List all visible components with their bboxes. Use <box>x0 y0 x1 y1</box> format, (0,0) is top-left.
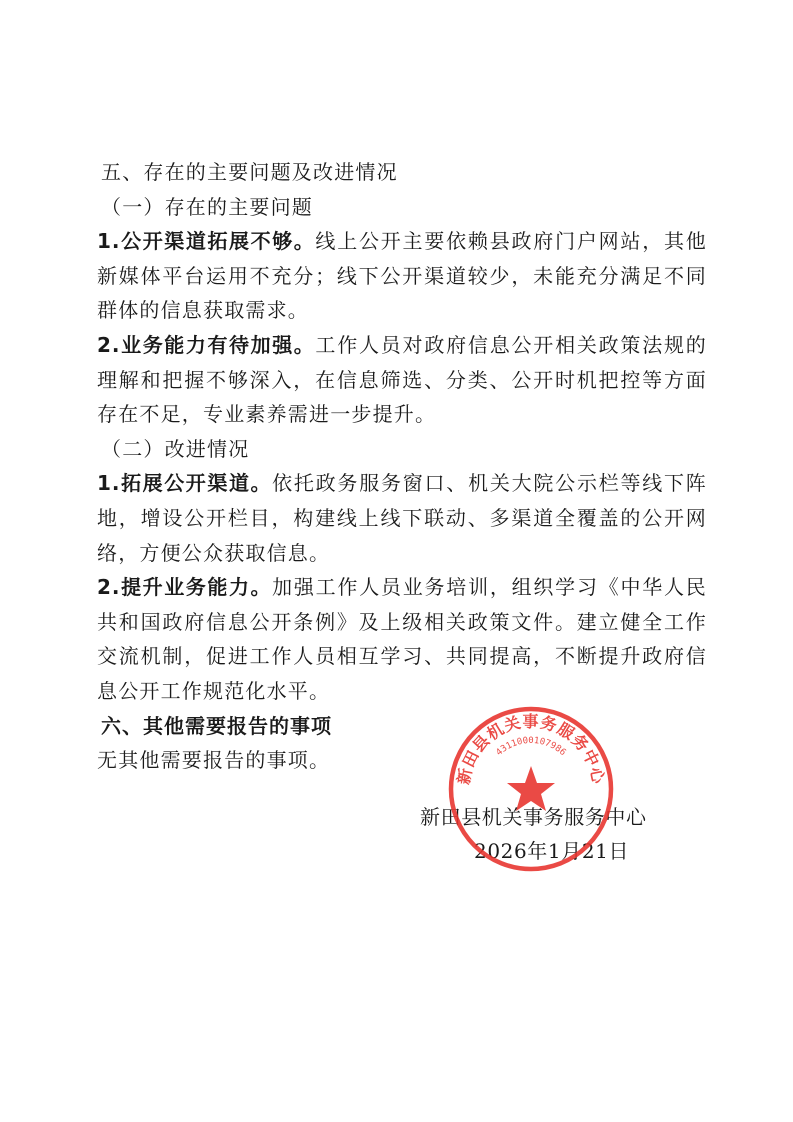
section-six-text: 无其他需要报告的事项。 <box>97 748 331 773</box>
paragraph-ability-issue-lead: 2.业务能力有待加强。 <box>97 332 316 357</box>
paragraph-ability-improve <box>97 570 707 708</box>
seal-star-icon <box>507 766 555 811</box>
subsection-one-heading: （一）存在的主要问题 <box>101 194 313 219</box>
paragraph-channel-issue <box>97 224 707 328</box>
svg-text:4311000107986 <box>494 736 567 758</box>
document-body <box>97 155 707 778</box>
paragraph-ability-improve-text: 加强工作人员业务培训，组织学习《中华人民共和国政府信息公开条例》及上级相关政策文件。建立健全工作交流机制，促进工作人员相互学习、共同提高，不断提升政府信息公开工作规范化水平。 <box>97 575 708 703</box>
subsection-two-heading: （二）改进情况 <box>101 436 250 461</box>
paragraph-channel-improve-text: 依托政务服务窗口、机关大院公示栏等线下阵地，增设公开栏目，构建线上线下联动、多渠道全覆盖的公开网络，方便公众获取信息。 <box>97 471 708 565</box>
paragraph-ability-improve-lead: 2.提升业务能力。 <box>97 575 273 600</box>
official-seal-icon <box>446 704 616 874</box>
paragraph-channel-improve-lead: 1.拓展公开渠道。 <box>97 471 273 496</box>
paragraph-ability-issue-text: 工作人员对政府信息公开相关政策法规的理解和把握不够深入，在信息筛选、分类、公开时机把控等方面存在不足，专业素养需进一步提升。 <box>97 332 708 427</box>
signature-date: 2026年1月21日 <box>474 839 630 863</box>
paragraph-channel-issue-text: 线上公开主要依赖县政府门户网站，其他新媒体平台运用不充分；线下公开渠道较少，未能充分满足不同群体的信息获取需求。 <box>97 229 708 323</box>
seal-code-text: 4311000107986 <box>494 736 568 759</box>
section-six-heading: 六、其他需要报告的事项 <box>101 713 332 738</box>
paragraph-ability-issue <box>97 328 707 432</box>
seal-name-text: 新田县机关事务服务中心 <box>453 711 609 787</box>
paragraph-channel-improve <box>97 466 707 570</box>
paragraph-channel-issue-lead: 1.公开渠道拓展不够。 <box>97 229 316 254</box>
signature-org: 新田县机关事务服务中心 <box>420 805 647 829</box>
section-five-heading: 五、存在的主要问题及改进情况 <box>101 160 398 184</box>
